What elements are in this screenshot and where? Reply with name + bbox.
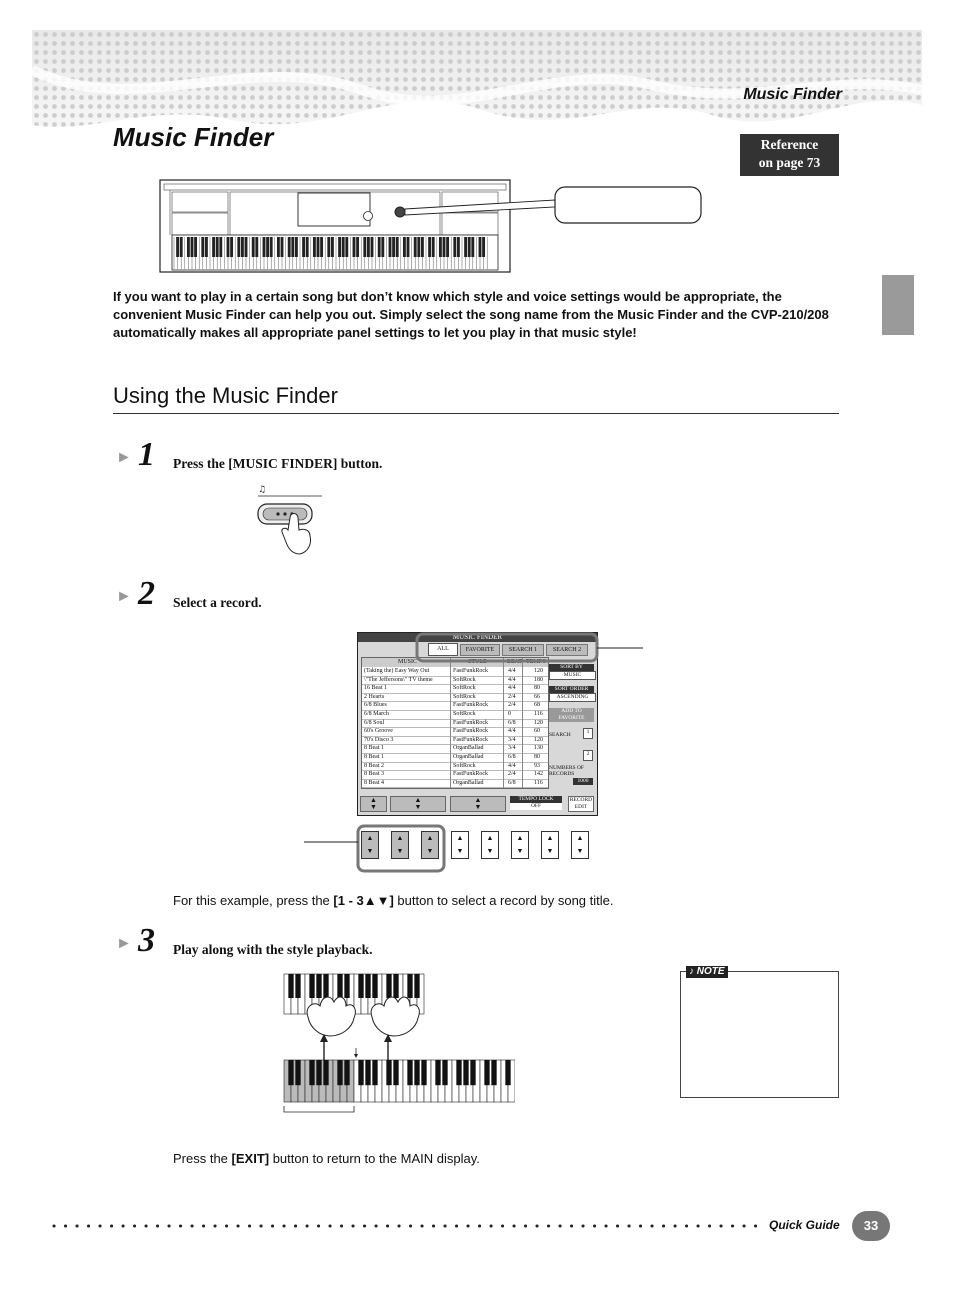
column-beat: BEAT xyxy=(507,659,522,665)
add-to-value[interactable]: FAVORITE xyxy=(549,715,594,722)
note-label xyxy=(686,966,728,978)
search-label: SEARCH xyxy=(549,732,571,738)
step-1-number: 1 xyxy=(138,436,155,473)
tab-favorite[interactable]: FAVORITE xyxy=(460,644,500,656)
updown-button-5[interactable]: ▲ ▼ xyxy=(481,831,499,859)
record-music: 70's Disco 3 xyxy=(364,736,394,743)
record-beat: 2/4 xyxy=(508,702,516,709)
search-1-button[interactable]: 1 xyxy=(583,728,593,739)
exit-button-ref: [EXIT] xyxy=(231,1151,270,1166)
record-music: 8 Beat 1 xyxy=(364,745,384,752)
example-text-before: For this example, press the xyxy=(173,893,334,908)
section-divider xyxy=(113,413,839,414)
records-label: RECORDS xyxy=(549,771,575,777)
record-music: 8 Beat 1 xyxy=(364,754,384,760)
record-style: SoftRock xyxy=(453,693,476,700)
record-tempo: 80 xyxy=(534,754,540,760)
note-label-text: NOTE xyxy=(696,966,725,977)
record-beat: 6/8 xyxy=(508,754,516,760)
note-icon: ♪ xyxy=(689,966,694,977)
scroll-button-2[interactable]: ▲ ▼ xyxy=(390,796,446,812)
record-tempo: 130 xyxy=(534,745,543,752)
record-style: FastFunkRock xyxy=(453,668,489,674)
search-2-button[interactable]: 2 xyxy=(583,750,593,761)
record-list xyxy=(361,657,549,789)
reference-box xyxy=(740,134,839,176)
record-tempo: 116 xyxy=(534,711,543,717)
record-style: OrganBallad xyxy=(453,745,484,752)
step-3-text: Play along with the style playback. xyxy=(173,942,373,957)
footer-label: Quick Guide xyxy=(769,1218,840,1232)
tempo-lock-label: TEMPO LOCK xyxy=(510,796,562,803)
step-3-arrow-icon: ► xyxy=(116,935,132,952)
record-tempo: 120 xyxy=(534,668,543,674)
record-style: SoftRock xyxy=(453,762,476,769)
example-instruction xyxy=(173,893,614,908)
record-tempo: 142 xyxy=(534,771,543,778)
updown-button-7[interactable]: ▲ ▼ xyxy=(541,831,559,859)
scroll-button-1[interactable]: ▲ ▼ xyxy=(360,796,387,812)
record-music: 8 Beat 3 xyxy=(364,771,384,778)
example-text-after: button to select a record by song title. xyxy=(393,893,614,908)
step-2-arrow-icon: ► xyxy=(116,588,132,605)
reference-line-2: on page 73 xyxy=(758,155,821,170)
step-1-arrow-icon: ► xyxy=(116,449,132,466)
exit-instruction xyxy=(173,1151,480,1166)
record-music: 6/8 Blues xyxy=(364,702,387,709)
note-box xyxy=(680,971,839,1098)
record-beat: 6/8 xyxy=(508,719,516,726)
record-music: 6/8 March xyxy=(364,711,389,717)
record-music: (Taking the) Easy Way Out xyxy=(364,668,430,674)
record-tempo: 60 xyxy=(534,728,540,735)
record-style: OrganBallad xyxy=(453,754,484,760)
record-edit-button[interactable] xyxy=(568,796,594,812)
tab-all[interactable]: ALL xyxy=(428,643,458,656)
record-music: 6/8 Soul xyxy=(364,719,385,726)
exit-text-before: Press the xyxy=(173,1151,232,1166)
column-music: MUSIC xyxy=(398,659,418,665)
record-tempo: 120 xyxy=(534,736,543,743)
record-list-header xyxy=(362,658,548,667)
side-tab xyxy=(882,275,914,335)
updown-button-2[interactable]: ▲ ▼ xyxy=(391,831,409,859)
record-style: FastFunkRock xyxy=(453,702,489,709)
tempo-lock-value[interactable]: OFF xyxy=(510,803,562,810)
play-along-keyboard-illustration xyxy=(280,972,515,1122)
running-head: Music Finder xyxy=(743,86,842,103)
updown-button-3[interactable]: ▲ ▼ xyxy=(421,831,439,859)
example-button-ref: [1 - 3▲▼] xyxy=(333,893,394,908)
record-beat: 0 xyxy=(508,711,511,717)
record-music: 60's Groove xyxy=(364,728,393,735)
display-tabs xyxy=(428,643,593,655)
record-beat: 6/8 xyxy=(508,779,516,786)
music-finder-button-illustration xyxy=(252,482,328,558)
music-finder-display xyxy=(357,632,598,816)
record-beat: 4/4 xyxy=(508,762,516,769)
step-3-number: 3 xyxy=(138,922,155,959)
record-tempo: 120 xyxy=(534,719,543,726)
record-music: 2 Hearts xyxy=(364,693,385,700)
display-title: MUSIC FINDER xyxy=(358,633,597,642)
column-style: STYLE xyxy=(468,659,487,665)
exit-text-after: button to return to the MAIN display. xyxy=(269,1151,480,1166)
sort-by-value[interactable]: MUSIC xyxy=(549,671,596,680)
page-title: Music Finder xyxy=(113,122,274,152)
footer-dotted-rule xyxy=(52,1224,764,1228)
record-tempo: 80 xyxy=(534,685,540,692)
updown-button-1[interactable]: ▲ ▼ xyxy=(361,831,379,859)
column-tempo: TEMPO xyxy=(526,659,547,665)
numbers-of-label: NUMBERS OF xyxy=(549,765,584,771)
record-tempo: 66 xyxy=(534,693,540,700)
record-edit-line-2: EDIT xyxy=(574,804,588,810)
display-side-panel xyxy=(549,664,595,784)
records-count: 1000 xyxy=(573,778,593,785)
record-beat: 4/4 xyxy=(508,668,516,674)
updown-button-4[interactable]: ▲ ▼ xyxy=(451,831,469,859)
scroll-button-3[interactable]: ▲ ▼ xyxy=(450,796,506,812)
step-1-text: Press the [MUSIC FINDER] button. xyxy=(173,456,383,471)
step-2-number: 2 xyxy=(138,575,155,612)
tab-search-1[interactable]: SEARCH 1 xyxy=(502,644,544,656)
sort-order-label: SORT ORDER xyxy=(549,686,594,693)
record-style: FastFunkRock xyxy=(453,771,489,778)
record-beat: 3/4 xyxy=(508,736,516,743)
record-style: OrganBallad xyxy=(453,779,484,786)
add-to-label: ADD TO xyxy=(549,708,594,715)
page-number: 33 xyxy=(852,1211,890,1241)
record-tempo: 116 xyxy=(534,779,543,786)
intro-paragraph: If you want to play in a certain song but don’t know which style and voice settings would be appropriate, the convenient Music Finder can help you out. Simply select the song name from the Music Finder and the CVP-210/208 automatically makes all appropriate panel settings to let you play in that music style! xyxy=(113,289,829,340)
record-style: FastFunkRock xyxy=(453,719,489,726)
section-title: Using the Music Finder xyxy=(113,383,338,408)
tab-search-2[interactable]: SEARCH 2 xyxy=(546,644,588,656)
updown-button-8[interactable]: ▲ ▼ xyxy=(571,831,589,859)
record-style: FastFunkRock xyxy=(453,728,489,735)
record-style: SoftRock xyxy=(453,676,476,683)
record-row[interactable] xyxy=(362,779,548,789)
sort-order-value[interactable]: ASCENDING xyxy=(549,693,596,702)
record-beat: 4/4 xyxy=(508,728,516,735)
record-beat: 4/4 xyxy=(508,685,516,692)
record-tempo: 180 xyxy=(534,676,543,683)
reference-line-1: Reference xyxy=(760,137,819,152)
record-beat: 3/4 xyxy=(508,745,516,752)
record-style: SoftRock xyxy=(453,685,476,692)
record-beat: 2/4 xyxy=(508,771,516,778)
record-music: \"The Jeffersons\" TV theme xyxy=(364,676,433,683)
updown-button-6[interactable]: ▲ ▼ xyxy=(511,831,529,859)
sort-by-label: SORT BY xyxy=(549,664,594,671)
instrument-panel-illustration xyxy=(150,175,710,275)
record-music: 8 Beat 4 xyxy=(364,779,384,786)
updown-button-row xyxy=(361,831,591,861)
display-bottom-bar xyxy=(360,796,593,812)
record-edit-line-1: RECORD xyxy=(569,797,593,803)
record-style: FastFunkRock xyxy=(453,736,489,743)
record-music: 8 Beat 2 xyxy=(364,762,384,769)
step-2-text: Select a record. xyxy=(173,595,262,610)
record-tempo: 68 xyxy=(534,702,540,709)
record-beat: 4/4 xyxy=(508,676,516,683)
svg-text:♫: ♫ xyxy=(258,485,267,495)
record-music: 16 Beat 1 xyxy=(364,685,387,692)
record-beat: 2/4 xyxy=(508,693,516,700)
record-style: SoftRock xyxy=(453,711,476,717)
record-tempo: 93 xyxy=(534,762,540,769)
